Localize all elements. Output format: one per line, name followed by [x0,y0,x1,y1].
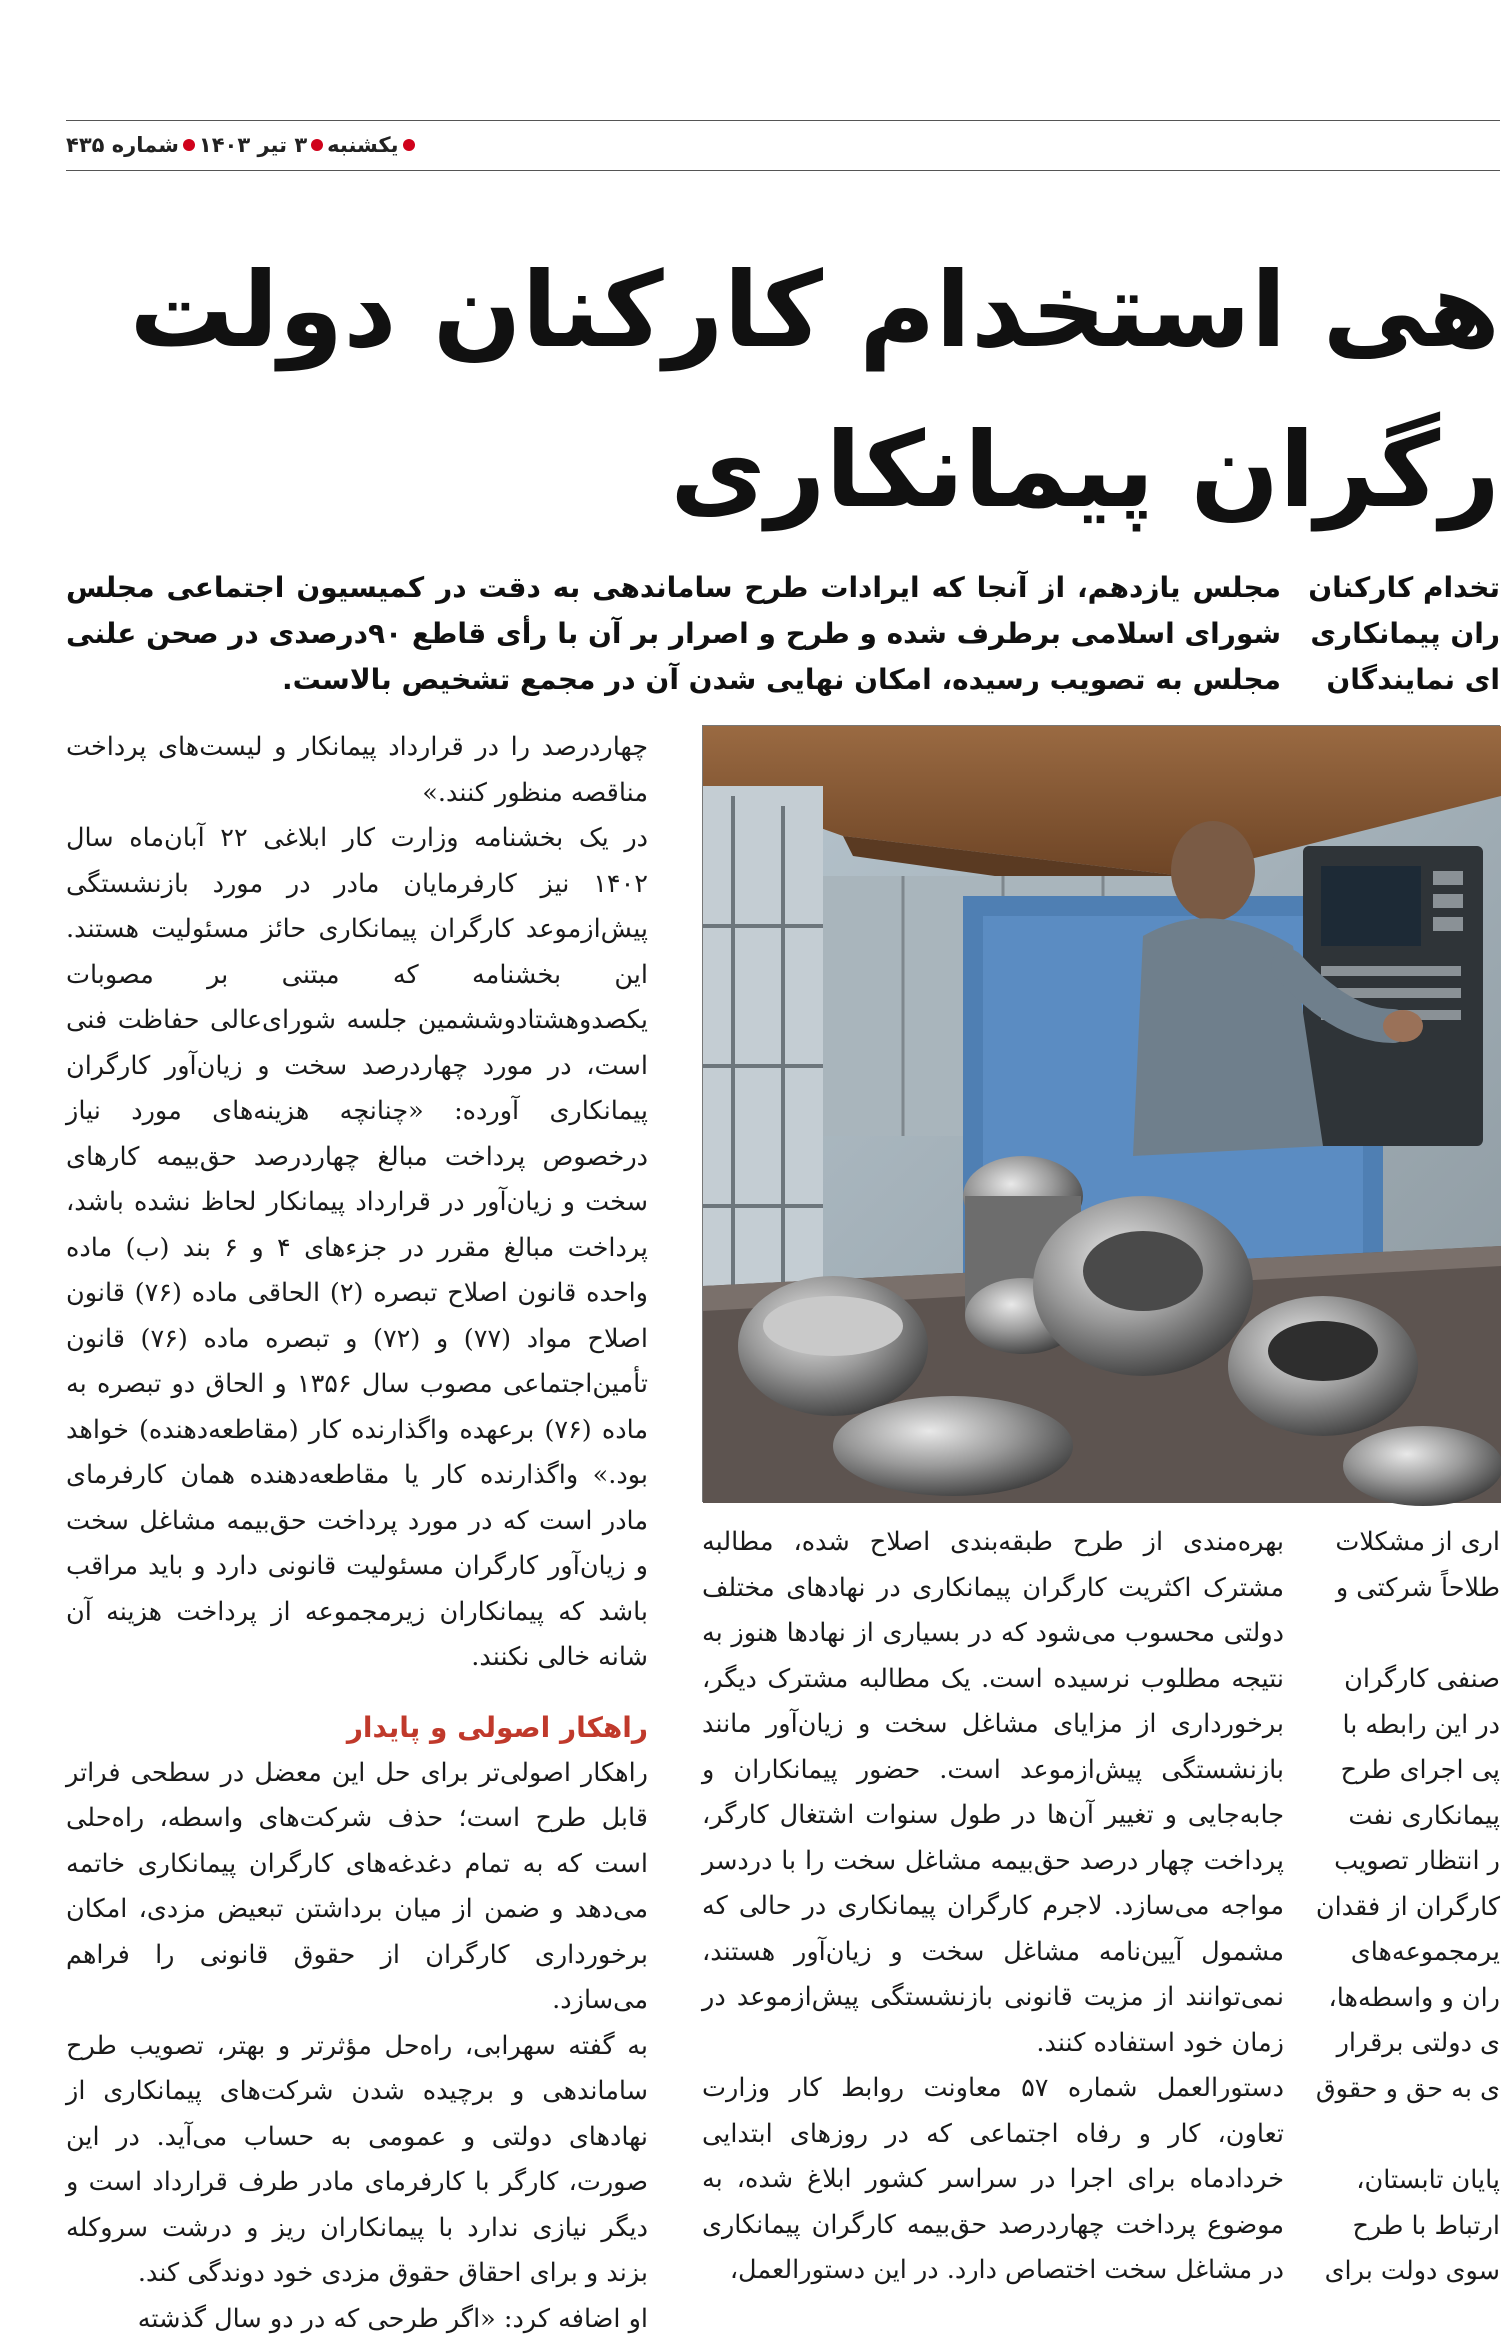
text-line: ر انتظار تصویب [1330,1839,1500,1885]
bullet-icon [183,139,195,151]
lead-right-fragment [1330,565,1500,703]
paragraph: در یک بخشنامه وزارت کار ابلاغی ۲۲ آبان‌ماه سال ۱۴۰۲ نیز کارفرمایان مادر در مورد بازنشستگی پیش‌ازموعد کارگران پیمانکاری حائز مسئولیت هستند. این بخشنامه که مبتنی بر مصوبات یکصدوهشتادوششمین جلسه شورای‌عالی حفاظت فنی است، در مورد چهاردرصد سخت و زیان‌آور کارگران پیمانکاری آورده: «چنانچه هزینه‌های مورد نیاز درخصوص پرداخت مبالغ چهاردرصد حق‌بیمه کارهای سخت و زیان‌آور در قرارداد پیمانکار لحاظ نشده باشد، پرداخت مبالغ مقرر در جزءهای ۴ و ۶ بند (ب) ماده واحده قانون اصلاح تبصره (۲) الحاقی ماده (۷۶) قانون اصلاح مواد (۷۷) و (۷۲) و تبصره ماده (۷۶) قانون تأمین‌اجتماعی مصوب سال ۱۳۵۶ و الحاق دو تبصره به ماده (۷۶) برعهده واگذارنده کار (مقاطعه‌دهنده) خواهد بود.» واگذارنده کار یا مقاطعه‌دهنده همان کارفرمای مادر است که در مورد پرداخت حق‌بیمه مشاغل سخت و زیان‌آور کارگران مسئولیت قانونی دارد و باید مراقب باشد که پیمانکاران زیرمجموعه از پرداخت هزینه آن شانه خالی نکنند. [66,816,648,1681]
lead-right-line: تخدام کارکنان [1330,565,1500,611]
text-line: در این رابطه با [1330,1703,1500,1749]
text-line: کارگران از فقدان [1330,1885,1500,1931]
header-rule-top [66,120,1500,121]
text-line: ی دولتی برقرار [1330,2021,1500,2067]
text-line: پی اجرای طرح [1330,1748,1500,1794]
spacer [1330,2112,1500,2158]
text-line: طلاحاً شرکتی و [1330,1566,1500,1612]
lead-paragraph: مجلس یازدهم، از آنجا که ایرادات طرح ساماندهی به دقت در کمیسیون اجتماعی مجلس شورای اسلامی برطرف شده و طرح و اصرار بر آن با رأی قاطع ۹۰درصدی در صحن علنی مجلس به تصویب رسیده، امکان نهایی شدن آن در مجمع تشخیص بالاست. [66,565,1281,703]
text-line: پیمانکاری نفت [1330,1794,1500,1840]
bullet-icon [403,139,415,151]
text-line: ران و واسطه‌ها، [1330,1976,1500,2022]
spacer [1330,1611,1500,1657]
text-line: سوی دولت برای [1330,2249,1500,2295]
lead-right-line: ران پیمانکاری [1330,611,1500,657]
issue-header [66,127,415,163]
text-line: یرمجموعه‌های [1330,1930,1500,1976]
headline-line-2: رگران پیمانکاری [200,390,1500,550]
paragraph: به گفته سهرابی، راه‌حل مؤثرتر و بهتر، تصویب طرح ساماندهی و برچیده شدن شرکت‌های پیمانکاری از نهادهای دولتی و عمومی به حساب می‌آید. در این صورت، کارگر با کارفرمای مادر طرف قرارداد است و دیگر نیازی ندارد با پیمانکاران ریز و درشت سروکله بزند و برای احقاق حقوق مزدی خود دوندگی کند. [66,2024,648,2297]
lead-right-line: ای نمایندگان [1330,657,1500,703]
text-line: ارتباط با طرح [1330,2204,1500,2250]
article-column-middle [702,1520,1284,2292]
issue-day: یکشنبه [327,133,398,157]
text-line: اری از مشکلات [1330,1520,1500,1566]
text-line: ی به حق و حقوق [1330,2067,1500,2113]
issue-date: ۳ تیر ۱۴۰۳ [199,133,307,157]
article-photo [702,725,1500,1502]
paragraph: چهاردرصد را در قرارداد پیمانکار و لیست‌های پرداخت مناقصه منظور کنند.» [66,725,648,816]
text-line: صنفی کارگران [1330,1657,1500,1703]
paragraph: او اضافه کرد: «اگر طرحی که در دو سال گذشته [66,2297,648,2342]
paragraph: دستورالعمل شماره ۵۷ معاونت روابط کار وزارت تعاون، کار و رفاه اجتماعی که در روزهای ابتدایی خردادماه برای اجرا در سراسر کشور ابلاغ شده، به موضوع پرداخت چهاردرصد حق‌بیمه کارگران پیمانکاری در مشاغل سخت اختصاص دارد. در این دستورالعمل، [702,2066,1284,2294]
header-rule-bottom [66,170,1500,171]
paragraph: بهره‌مندی از طرح طبقه‌بندی اصلاح شده، مطالبه مشترک اکثریت کارگران پیمانکاری در نهادهای مختلف دولتی محسوب می‌شود که در بسیاری از نهادها هنوز به نتیجه مطلوب نرسیده است. یک مطالبه مشترک دیگر، برخورداری از مزایای مشاغل سخت و زیان‌آور مانند بازنشستگی پیش‌ازموعد است. حضور پیمانکاران و جابه‌جایی و تغییر آن‌ها در طول سنوات اشتغال کارگر، پرداخت چهار درصد حق‌بیمه مشاغل سخت را با دردسر مواجه می‌سازد. لاجرم کارگران پیمانکاری در حالی که مشمول آیین‌نامه مشاغل سخت و زیان‌آور هستند، نمی‌توانند از مزیت قانونی بازنشستگی پیش‌ازموعد در زمان خود استفاده کنند. [702,1520,1284,2066]
text-line: پایان تابستان، [1330,2158,1500,2204]
headline [200,230,1500,550]
section-subheading: راهکار اصولی و پایدار [66,1705,648,1751]
headline-line-1: هی استخدام کارکنان دولت [200,230,1500,390]
article-column-left [66,725,648,2292]
bullet-icon [311,139,323,151]
paragraph: راهکار اصولی‌تر برای حل این معضل در سطحی فراتر قابل طرح است؛ حذف شرکت‌های واسطه، راه‌حلی است که به تمام دغدغه‌های کارگران پیمانکاری خاتمه می‌دهد و ضمن از میان برداشتن تبعیض مزدی، امکان برخورداری کارگران از حقوق قانونی را فراهم می‌سازد. [66,1751,648,2024]
photo-icon [703,726,1501,1503]
issue-number: شماره ۴۳۵ [66,133,179,157]
article-column-right-fragment [1330,1520,1500,2292]
